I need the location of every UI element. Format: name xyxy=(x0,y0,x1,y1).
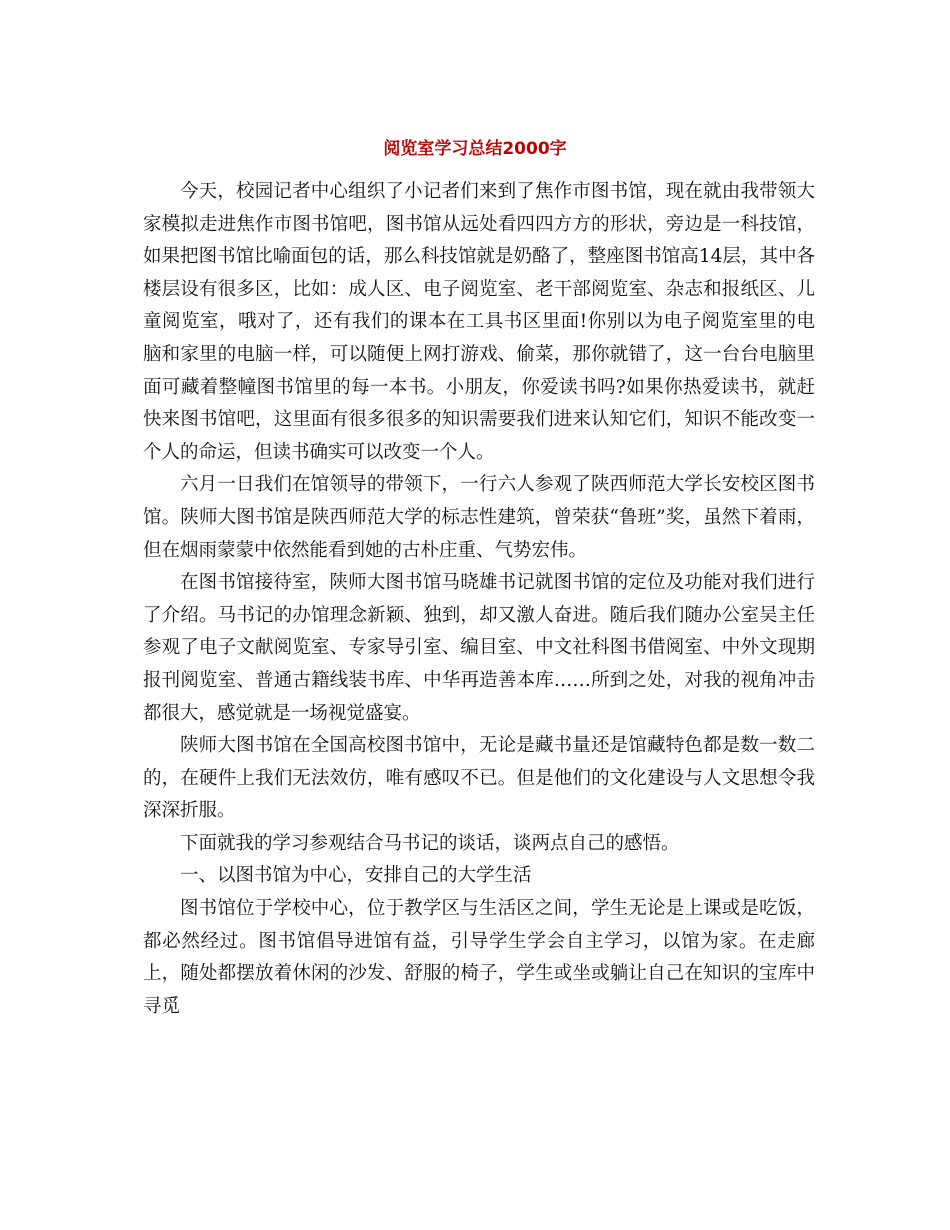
paragraph: 图书馆位于学校中心，位于教学区与生活区之间，学生无论是上课或是吃饭，都必然经过。图书馆倡导进馆有益，引导学生学会自主学习，以馆为家。在走廊上，随处都摆放着休闲的沙发、舒服的椅子，学生或坐或躺让自己在知识的宝库中寻觅 xyxy=(143,898,815,1017)
paragraph: 下面就我的学习参观结合马书记的谈话，谈两点自己的感悟。 xyxy=(180,832,680,854)
paragraph: 陕师大图书馆在全国高校图书馆中，无论是藏书量还是馆藏特色都是数一数二的，在硬件上我们无法效仿，唯有感叹不已。但是他们的文化建设与人文思想令我深深折服。 xyxy=(143,735,815,822)
paragraph: 今天，校园记者中心组织了小记者们来到了焦作市图书馆，现在就由我带领大家模拟走进焦作市图书馆吧，图书馆从远处看四四方方的形状，旁边是一科技馆，如果把图书馆比喻面包的话，那么科技馆就是奶酪了，整座图书馆高14层，其中各楼层设有很多区，比如：成人区、电子阅览室、老干部阅览室、杂志和报纸区、儿童阅览室，哦对了，还有我们的课本在工具书区里面!你别以为电子阅览室里的电脑和家里的电脑一样，可以随便上网打游戏、偷菜，那你就错了，这一台台电脑里面可藏着整幢图书馆里的每一本书。小朋友，你爱读书吗?如果你热爱读书，就赶快来图书馆吧，这里面有很多很多的知识需要我们进来认知它们，知识不能改变一个人的命运，但读书确实可以改变一个人。 xyxy=(143,181,815,463)
document-title: 阅览室学习总结2000字 xyxy=(383,139,567,159)
paragraph: 六月一日我们在馆领导的带领下，一行六人参观了陕西师范大学长安校区图书馆。陕师大图书馆是陕西师范大学的标志性建筑，曾荣获“鲁班”奖，虽然下着雨，但在烟雨蒙蒙中依然能看到她的古朴庄重、气势宏伟。 xyxy=(143,474,815,561)
section-heading: 一、以图书馆为中心，安排自己的大学生活 xyxy=(180,865,532,887)
paragraph: 在图书馆接待室，陕师大图书馆马晓雄书记就图书馆的定位及功能对我们进行了介绍。马书记的办馆理念新颖、独到，却又激人奋进。随后我们随办公室吴主任参观了电子文献阅览室、专家导引室、编目室、中文社科图书借阅室、中外文现期报刊阅览室、普通古籍线装书库、中华再造善本库……所到之处，对我的视角冲击都很大，感觉就是一场视觉盛宴。 xyxy=(143,572,815,724)
document-body xyxy=(143,176,815,1023)
